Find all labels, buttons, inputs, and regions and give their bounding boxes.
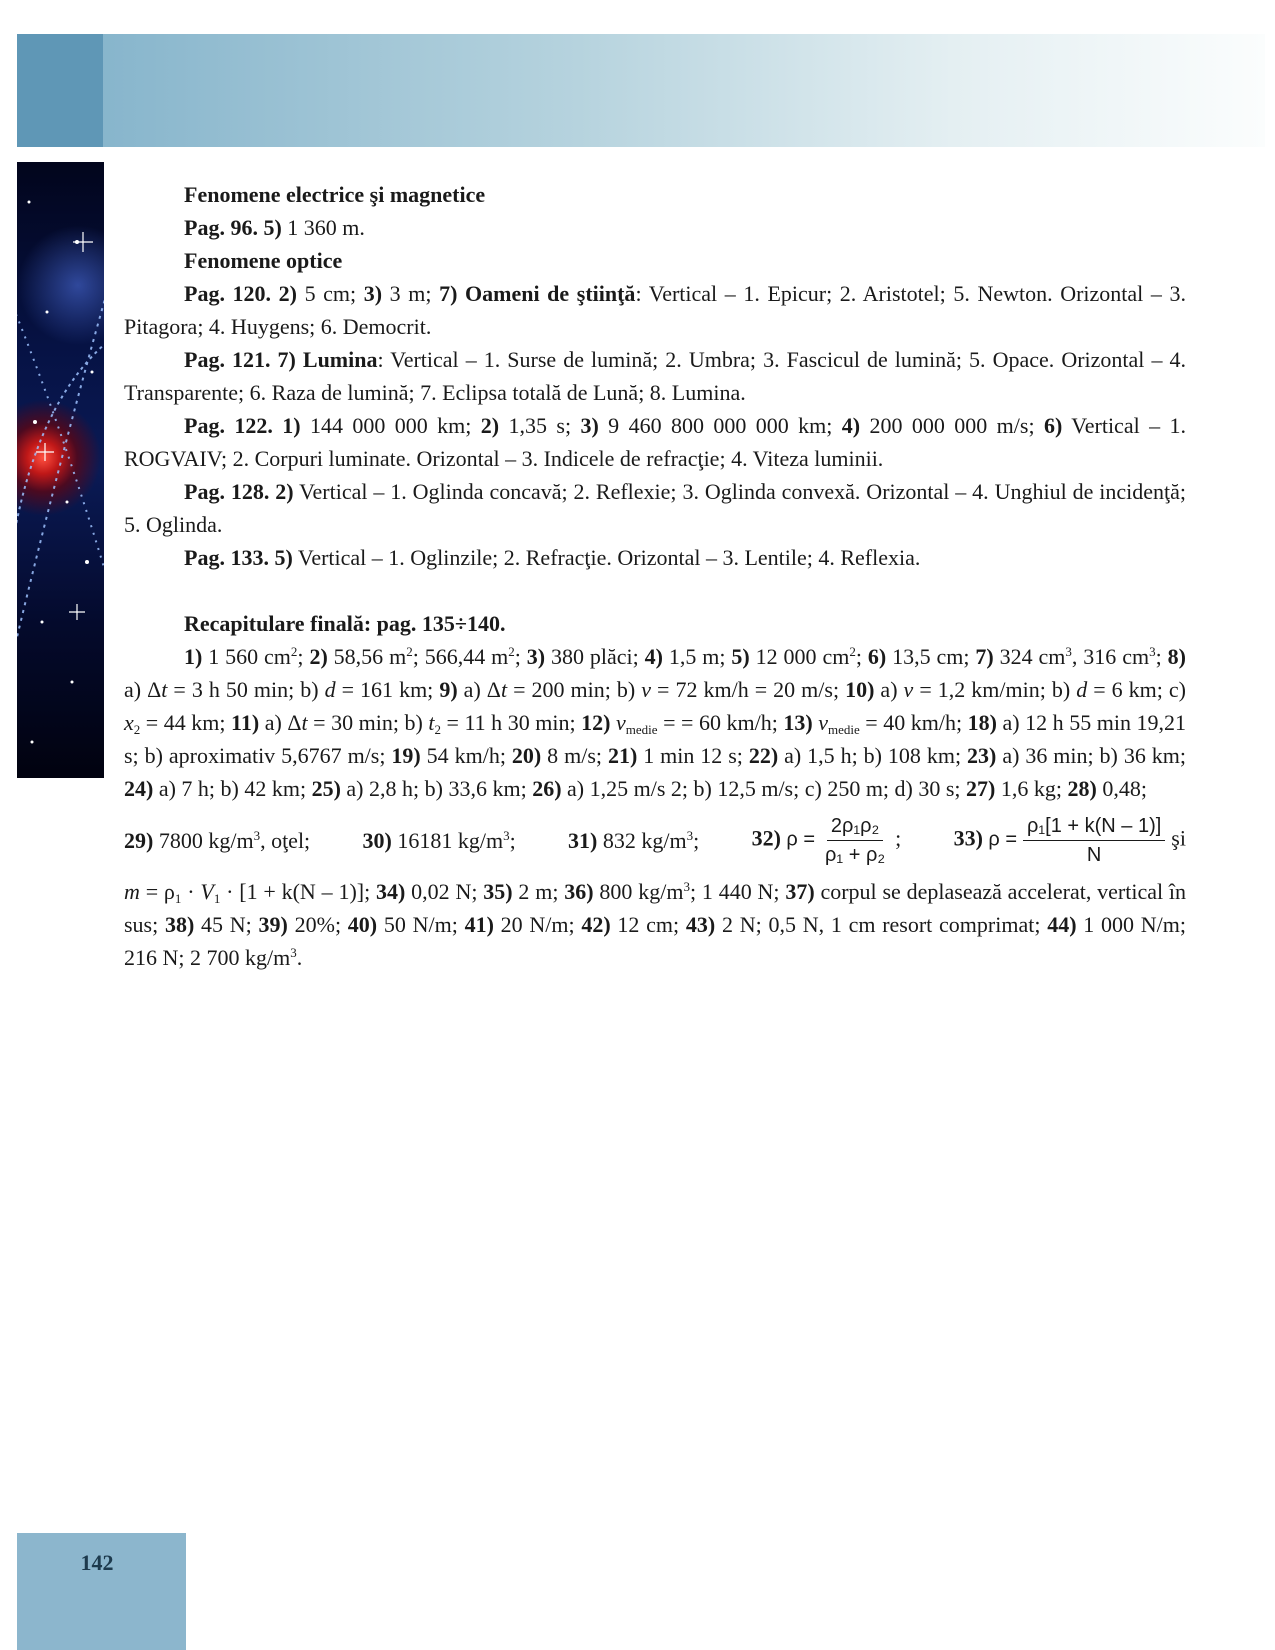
rho-symbol: ρ = <box>786 828 816 851</box>
subscript: medie <box>828 722 860 737</box>
answer-label: 7) Oameni de ştiinţă <box>439 281 636 306</box>
superscript: 2 <box>849 644 856 659</box>
answer-text: a) 1,25 m/s 2; b) 12,5 m/s; c) 250 m; d) 30 s; <box>561 776 967 801</box>
header-banner-block <box>17 34 103 147</box>
answer-text: ; <box>509 827 516 853</box>
answer-text: a) <box>874 677 904 702</box>
answer-text: a) 2,8 h; b) 33,6 km; <box>340 776 533 801</box>
subscript: 2 <box>133 722 141 737</box>
answer-label: 23) <box>967 743 997 768</box>
answer-label: 32) <box>751 825 781 851</box>
answer-label: 40) <box>347 912 378 937</box>
answer-text: 380 plăci; <box>545 644 645 669</box>
rho-symbol: ρ = <box>988 828 1018 851</box>
answer-label: 18) <box>967 710 997 735</box>
answer-text: = 11 h 30 min; <box>440 710 582 735</box>
answer-text: ; <box>693 827 700 853</box>
answer-label: 11) <box>231 710 260 735</box>
answer-text: 1 min 12 s; <box>637 743 749 768</box>
subscript: 1 <box>174 891 182 906</box>
answer-text: 12 cm; <box>610 912 686 937</box>
math-variable: t <box>161 677 168 702</box>
answer-label: 26) <box>532 776 562 801</box>
math-variable: t <box>500 677 508 702</box>
answer-text: a) Δ <box>124 677 162 702</box>
answer-label: 41) <box>464 912 494 937</box>
answer-label: Pag. 122. 1) <box>184 413 301 438</box>
answer-label: 9) <box>439 677 458 702</box>
section-title-recap <box>124 607 1186 640</box>
answer-text: 324 cm <box>993 644 1066 669</box>
answer-pag-133 <box>124 541 1186 574</box>
separator: ; <box>895 825 902 851</box>
answer-label: Pag. 128. 2) <box>184 479 294 504</box>
math-variable: m <box>124 879 140 904</box>
answer-label: 29) <box>124 827 154 853</box>
answer-text: 200 000 000 m/s; <box>860 413 1044 438</box>
answer-text: ; 1 440 N; <box>689 879 786 904</box>
answer-text: 1,35 s; <box>499 413 581 438</box>
answer-text: 1 360 m. <box>281 215 365 240</box>
answer-label: 5) <box>731 644 750 669</box>
answer-text: 50 N/m; <box>377 912 465 937</box>
superscript: 3 <box>253 827 261 843</box>
answer-text: 45 N; <box>194 912 259 937</box>
answer-label: 6) <box>1043 413 1063 438</box>
answer-label: 10) <box>845 677 875 702</box>
answer-label: Pag. 96. 5) <box>184 215 282 240</box>
answer-pag-120 <box>124 277 1186 343</box>
math-variable: V <box>200 879 214 904</box>
answer-label: 2) <box>480 413 500 438</box>
answer-label: 22) <box>748 743 779 768</box>
answer-text: : Vertical – 1. Surse de lumină; 2. Umbra; 3. Fascicul de lumină; 5. Opace. Orizontal – 4. Transparente; 6. Raza de lumină; 7. Eclipsa totală de Lună; 8. Lumina. <box>124 347 1186 405</box>
section-heading: Recapitulare finală: pag. 135÷140. <box>184 611 506 636</box>
answer-text: a) 1,5 h; b) 108 km; <box>778 743 968 768</box>
side-decorative-image <box>17 162 104 778</box>
answer-text: a) 7 h; b) 42 km; <box>153 776 312 801</box>
answer-pag-122 <box>124 409 1186 475</box>
answer-text: , oţel; <box>260 827 311 853</box>
answer-text: 144 000 000 km; <box>300 413 481 438</box>
answer-label: 38) <box>164 912 195 937</box>
superscript: 3 <box>686 827 694 843</box>
answer-text: a) Δ <box>457 677 501 702</box>
answer-label: 7) <box>975 644 994 669</box>
fraction-numerator: ρ₁[1 + k(N – 1)] <box>1023 812 1165 841</box>
answer-text: Vertical – 1. ROGVAIV; 2. Corpuri luminate. Orizontal – 3. Indicele de refracţie; 4. Viteza luminii. <box>124 413 1186 471</box>
answer-31 <box>568 824 699 857</box>
answer-text: = 40 km/h; <box>859 710 968 735</box>
fraction-33 <box>1023 812 1165 869</box>
section-title-electric <box>124 178 1186 211</box>
answer-label: 24) <box>124 776 154 801</box>
recap-answers <box>124 640 1186 805</box>
answer-text: = 72 km/h = 20 m/s; <box>651 677 846 702</box>
answer-text: . <box>296 945 303 970</box>
math-variable: d <box>324 677 336 702</box>
subscript: medie <box>625 722 658 737</box>
math-variable: t <box>428 710 435 735</box>
answer-text: a) 36 min; b) 36 km; <box>996 743 1186 768</box>
answer-pag-121 <box>124 343 1186 409</box>
fraction-32 <box>821 812 889 869</box>
superscript: 2 <box>290 644 298 659</box>
answer-label: 6) <box>867 644 887 669</box>
answer-label: 44) <box>1047 912 1077 937</box>
section-heading: Fenomene electrice şi magnetice <box>184 182 486 207</box>
answer-text: 13,5 cm; <box>886 644 976 669</box>
math-variable: v <box>903 677 914 702</box>
answer-label: 3) <box>526 644 546 669</box>
answer-text: 12 000 cm <box>749 644 850 669</box>
answer-label: 12) <box>581 710 611 735</box>
answer-text: 20 N/m; <box>493 912 582 937</box>
answer-label: Pag. 133. 5) <box>184 545 293 570</box>
answer-text: = ρ <box>139 879 175 904</box>
answer-label: 34) <box>376 879 406 904</box>
answer-text: = = 60 km/h; <box>657 710 784 735</box>
answer-label: 3) <box>363 281 383 306</box>
answer-text: = 44 km; <box>140 710 232 735</box>
answer-pag-128 <box>124 475 1186 541</box>
answer-29 <box>124 824 310 857</box>
header-banner <box>17 34 1265 147</box>
answer-text: ; <box>514 644 527 669</box>
answer-label: 42) <box>581 912 611 937</box>
answer-30 <box>363 824 516 857</box>
answer-label: 13) <box>783 710 813 735</box>
math-variable: t <box>301 710 308 735</box>
conjunction-text: şi <box>1171 825 1186 851</box>
answer-label: 27) <box>966 776 996 801</box>
superscript: 3 <box>290 945 297 960</box>
answer-33 <box>954 812 1186 869</box>
answer-text: , 316 cm <box>1071 644 1150 669</box>
answer-text: 54 km/h; <box>420 743 512 768</box>
answer-label: 8) <box>1167 644 1186 669</box>
answer-label: 30) <box>362 827 392 853</box>
answer-text: 800 kg/m <box>593 879 684 904</box>
fraction-denominator: N <box>1086 843 1102 866</box>
math-variable: d <box>1076 677 1088 702</box>
answer-label: 25) <box>311 776 341 801</box>
answer-text: 3 m; <box>382 281 440 306</box>
answer-label: 1) <box>184 644 203 669</box>
fraction-numerator: 2ρ₁ρ₂ <box>827 812 883 841</box>
superscript: 3 <box>503 827 510 843</box>
recap-answers-tail <box>124 875 1186 974</box>
math-variable: v <box>641 677 651 702</box>
answer-text: 9 460 800 000 000 km; <box>598 413 842 438</box>
answer-label: 35) <box>483 879 513 904</box>
answer-label: 3) <box>580 413 599 438</box>
answer-text: 20%; <box>287 912 348 937</box>
superscript: 3 <box>1149 644 1156 659</box>
answer-text: 2 N; 0,5 N, 1 cm resort comprimat; <box>715 912 1048 937</box>
answer-text: = 1,2 km/min; b) <box>913 677 1077 702</box>
answer-text: = 200 min; b) <box>507 677 642 702</box>
answer-text: 16181 kg/m <box>391 827 504 853</box>
section-title-optice <box>124 244 1186 277</box>
answer-text: Vertical – 1. Oglinzile; 2. Refracţie. Orizontal – 3. Lentile; 4. Reflexia. <box>292 545 921 570</box>
page-number: 142 <box>80 1550 114 1575</box>
superscript: 3 <box>1065 644 1072 659</box>
answer-label: Pag. 121. 7) Lumina <box>184 347 378 372</box>
subscript: 1 <box>213 891 221 906</box>
answer-label: 19) <box>391 743 421 768</box>
answer-text: = 30 min; b) <box>307 710 429 735</box>
answer-text: = 161 km; <box>335 677 440 702</box>
math-variable: x <box>124 710 134 735</box>
answer-label: 39) <box>258 912 288 937</box>
answer-text: ; <box>297 644 310 669</box>
answer-text: 0,02 N; <box>405 879 484 904</box>
answer-text: 1 000 N/m; 216 N; 2 700 kg/m <box>124 912 1186 970</box>
answer-text: a) 12 h 55 min 19,21 s; b) aproximativ 5,6767 m/s; <box>124 710 1187 768</box>
fraction-denominator: ρ₁ + ρ₂ <box>825 843 886 866</box>
answer-label: 37) <box>785 879 815 904</box>
answer-text: = 6 km; c) <box>1087 677 1187 702</box>
superscript: 2 <box>508 644 515 659</box>
answer-text: 1 560 cm <box>202 644 291 669</box>
superscript: 2 <box>406 644 413 659</box>
answer-text: 1,5 m; <box>662 644 732 669</box>
answer-label: 21) <box>607 743 638 768</box>
answers-content <box>124 178 1186 974</box>
answer-text: · <box>181 879 201 904</box>
math-variable: v <box>818 710 828 735</box>
answer-text: a) Δ <box>259 710 302 735</box>
answer-label: 28) <box>1067 776 1097 801</box>
answer-label: 2) <box>309 644 328 669</box>
answer-text: ; <box>855 644 868 669</box>
answer-label: 4) <box>841 413 861 438</box>
answer-text: 58,56 m <box>327 644 407 669</box>
answer-label: 36) <box>564 879 594 904</box>
answer-text: 1,6 kg; <box>995 776 1068 801</box>
answer-text: corpul se deplasează accelerat, vertical în sus; <box>124 879 1187 937</box>
answer-label: 43) <box>685 912 716 937</box>
answer-text: ; 566,44 m <box>412 644 509 669</box>
answer-text: 7800 kg/m <box>153 827 254 853</box>
answer-text: : Vertical – 1. Epicur; 2. Aristotel; 5. Newton. Orizontal – 3. Pitagora; 4. Huygens; 6. Democrit. <box>124 281 1186 339</box>
answer-32 <box>752 812 902 869</box>
answer-text: 0,48; <box>1096 776 1147 801</box>
answer-text: ; <box>1155 644 1168 669</box>
formula-line <box>124 807 1186 873</box>
answer-label: 20) <box>511 743 542 768</box>
answer-pag-96 <box>124 211 1186 244</box>
math-variable: v <box>616 710 626 735</box>
answer-text: · [1 + k(N – 1)]; <box>220 879 377 904</box>
answer-text: 8 m/s; <box>541 743 608 768</box>
answer-label: 4) <box>644 644 663 669</box>
answer-text: Vertical – 1. Oglinda concavă; 2. Reflexie; 3. Oglinda convexă. Orizontal – 4. Unghiul de incidenţă; 5. Oglinda. <box>124 479 1186 537</box>
subscript: 2 <box>434 722 441 737</box>
section-heading: Fenomene optice <box>184 248 343 273</box>
answer-label: 31) <box>568 827 598 853</box>
answer-text: 2 m; <box>512 879 565 904</box>
spacer <box>124 574 1186 607</box>
answer-label: Pag. 120. 2) <box>184 281 297 306</box>
answer-text: = 3 h 50 min; b) <box>167 677 325 702</box>
sparkle-orbits-graphic <box>17 162 104 778</box>
superscript: 3 <box>683 879 690 894</box>
answer-text: 5 cm; <box>296 281 364 306</box>
answer-text: 832 kg/m <box>597 827 687 853</box>
answer-label: 33) <box>953 825 983 851</box>
